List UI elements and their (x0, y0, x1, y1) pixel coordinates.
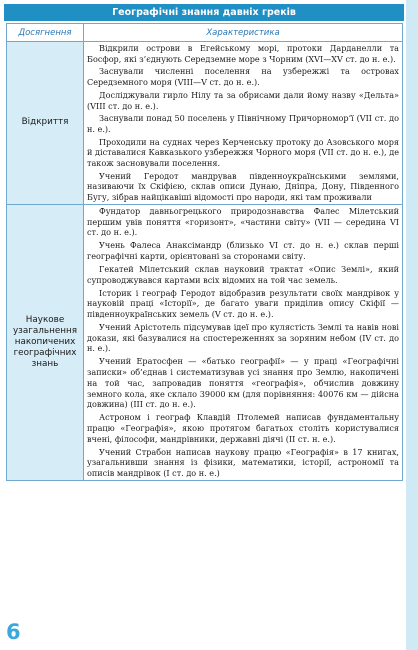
category-cell: Наукове узагальнення накопичених географічних знань (7, 204, 84, 480)
paragraph: Заснували численні поселення на узбережжі та островах Середземного моря (VIII—V ст. до н. е.). (87, 66, 399, 88)
paragraph: Проходили на суднах через Керченську протоку до Азовського моря й діставалися Кавказького узбережжя Чорного моря (VII ст. до н. е.), де також засновували поселення. (87, 136, 399, 169)
paragraph: Учений Страбон написав наукову працю «Географія» в 17 книгах, узагальнивши знання із фізики, математики, історії, астрономії та описів мандрівок (I ст. до н. е.) (87, 446, 399, 479)
paragraph: Астроном і географ Клавдій Птолемей написав фундаментальну працю «Географія», якою протягом багатьох століть користувалися вчені, філософи, мандрівники, державні діячі (II ст. н. е.). (87, 412, 399, 444)
table-title: Географічні знання давніх греків (4, 4, 404, 21)
table-row (7, 42, 403, 205)
paragraph: Історик і географ Геродот відобразив результати своїх мандрівок у науковій праці «Історії», де багато уваги приділив опису Скіфії — південноукраїнських земель (V ст. до н. е.). (87, 287, 399, 320)
paragraph: Гекатей Мілетський склав науковий трактат «Опис Землі», який супроводжувався картами всіх відомих на той час земель. (87, 263, 399, 285)
paragraph: Учень Фалеса Анаксімандр (близько VI ст. до н. е.) склав перші географічні карти, орієнтовані за сторонами світу. (87, 240, 399, 261)
paragraph: Учений Ератосфен — «батько географії» — у праці «Географічні записки» об’єднав і систематизував усі знання про Землю, накопичені на той час, запровадив поняття «географія», обчислив довжину земного кола, яке склало 39000 км (для порівняння: 40076 км — дійсна довжина) (III ст. до н. е.). (87, 356, 399, 410)
paragraph: Учений Арістотель підсумував ідеї про кулястість Землі та навів нові докази, які базувалися на спостереженнях за зоряним небом (IV ст. до н. е.). (87, 322, 399, 354)
geography-table (6, 23, 403, 481)
paragraph: Заснували понад 50 поселень у Північному Причорномор’ї (VII ст. до н. е.). (87, 113, 399, 134)
characteristic-cell (84, 204, 403, 480)
side-stripe (406, 0, 418, 650)
characteristic-cell (84, 42, 403, 205)
category-cell: Відкриття (7, 42, 84, 205)
paragraph: Досліджували гирло Нілу та за обрисами дали йому назву «Дельта» (VIII ст. до н. е.). (87, 89, 399, 111)
paragraph: Фундатор давньогрецького природознавства Фалес Мілетський першим увів поняття «горизонт», «частини світу» (VII — середина VI ст. до н. е.). (87, 205, 399, 238)
paragraph: Учений Геродот мандрував південноукраїнськими землями, називаючи їх Скіфією, склав описи Дунаю, Дніпра, Дону, Південного Бугу, зібрав найцікавіші відомості про народи, які там проживали (87, 170, 399, 203)
column-header-achievements: Досягнення (7, 24, 84, 42)
column-header-characteristics: Характеристика (84, 24, 403, 42)
table-row (7, 204, 403, 480)
paragraph: Відкрили острови в Егейському морі, протоки Дарданелли та Босфор, які з’єднують Середземне море з Чорним (XVI—XV ст. до н. е.). (87, 43, 399, 64)
page-number: 6 (6, 620, 21, 644)
table-header-row (7, 24, 403, 42)
